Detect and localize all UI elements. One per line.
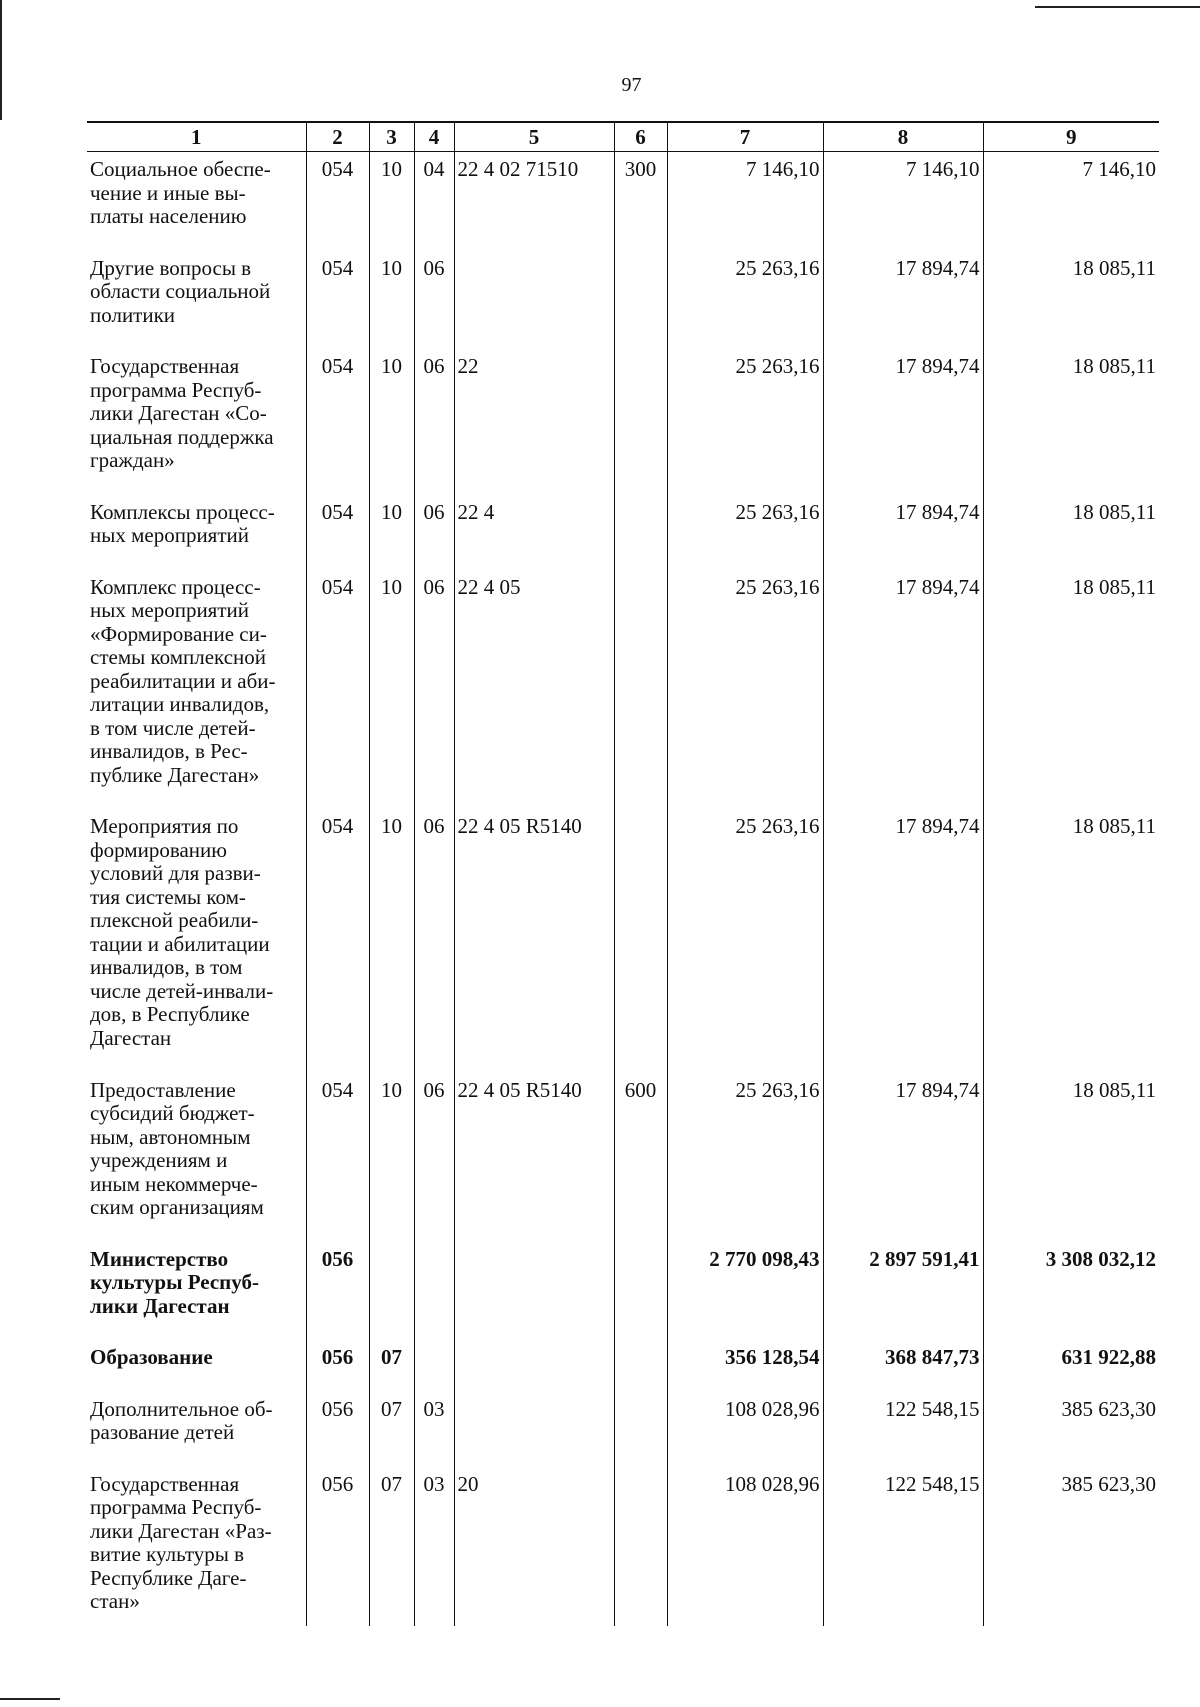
subsection-code: 03 xyxy=(414,1392,454,1467)
amount-col9: 18 085,11 xyxy=(983,809,1159,1072)
section-code: 10 xyxy=(369,1073,414,1242)
amount-col7: 25 263,16 xyxy=(667,251,823,350)
table-row xyxy=(87,152,1159,251)
amount-col9: 631 922,88 xyxy=(983,1340,1159,1392)
target-article-code xyxy=(454,1340,614,1392)
ministry-code: 054 xyxy=(306,251,369,350)
amount-col7: 25 263,16 xyxy=(667,349,823,495)
subsection-code: 03 xyxy=(414,1467,454,1626)
col-header: 4 xyxy=(414,122,454,152)
col-header: 8 xyxy=(823,122,983,152)
amount-col7: 356 128,54 xyxy=(667,1340,823,1392)
subsection-code: 04 xyxy=(414,152,454,251)
top-right-rule xyxy=(1035,6,1200,8)
subsection-code: 06 xyxy=(414,349,454,495)
table-row-ministry xyxy=(87,1242,1159,1341)
row-name: Государственная программа Респуб- лики Дагестан «Со- циальная поддержка граждан» xyxy=(87,349,306,495)
amount-col8: 7 146,10 xyxy=(823,152,983,251)
amount-col7: 7 146,10 xyxy=(667,152,823,251)
amount-col7: 2 770 098,43 xyxy=(667,1242,823,1341)
expense-type-code xyxy=(614,1242,667,1341)
page-number: 97 xyxy=(621,74,642,96)
row-name: Предоставление субсидий бюджет- ным, автономным учреждениям и иным некоммерче- ским организациям xyxy=(87,1073,306,1242)
table-row xyxy=(87,570,1159,810)
budget-table xyxy=(87,121,1159,1626)
row-name: Комплексы процесс- ных мероприятий xyxy=(87,495,306,570)
bottom-left-rule xyxy=(0,1698,60,1700)
table-row xyxy=(87,495,1159,570)
section-code: 10 xyxy=(369,809,414,1072)
amount-col9: 18 085,11 xyxy=(983,495,1159,570)
ministry-code: 054 xyxy=(306,570,369,810)
amount-col8: 17 894,74 xyxy=(823,809,983,1072)
amount-col7: 25 263,16 xyxy=(667,495,823,570)
amount-col9: 18 085,11 xyxy=(983,1073,1159,1242)
target-article-code: 22 4 05 R5140 xyxy=(454,1073,614,1242)
row-name: Образование xyxy=(87,1340,306,1392)
col-header: 7 xyxy=(667,122,823,152)
row-name: Социальное обеспе- чение и иные вы- платы населению xyxy=(87,152,306,251)
table-row xyxy=(87,809,1159,1072)
amount-col8: 2 897 591,41 xyxy=(823,1242,983,1341)
amount-col8: 122 548,15 xyxy=(823,1467,983,1626)
col-header: 5 xyxy=(454,122,614,152)
subsection-code xyxy=(414,1340,454,1392)
ministry-code: 054 xyxy=(306,495,369,570)
section-code: 10 xyxy=(369,152,414,251)
subsection-code: 06 xyxy=(414,251,454,350)
subsection-code xyxy=(414,1242,454,1341)
target-article-code: 20 xyxy=(454,1467,614,1626)
target-article-code xyxy=(454,1242,614,1341)
target-article-code: 22 4 05 xyxy=(454,570,614,810)
table-row xyxy=(87,349,1159,495)
amount-col8: 17 894,74 xyxy=(823,1073,983,1242)
left-edge-rule xyxy=(0,0,2,120)
ministry-code: 054 xyxy=(306,1073,369,1242)
target-article-code: 22 xyxy=(454,349,614,495)
ministry-code: 054 xyxy=(306,152,369,251)
section-code: 10 xyxy=(369,495,414,570)
amount-col9: 385 623,30 xyxy=(983,1467,1159,1626)
amount-col8: 17 894,74 xyxy=(823,349,983,495)
col-header: 2 xyxy=(306,122,369,152)
section-code: 10 xyxy=(369,349,414,495)
amount-col8: 122 548,15 xyxy=(823,1392,983,1467)
row-name: Дополнительное об- разование детей xyxy=(87,1392,306,1467)
row-name: Мероприятия по формированию условий для разви- тия системы ком- плексной реабили- тации и абилитации инвалидов, в том числе детей-инвали- дов, в Республике Дагестан xyxy=(87,809,306,1072)
amount-col9: 385 623,30 xyxy=(983,1392,1159,1467)
amount-col9: 7 146,10 xyxy=(983,152,1159,251)
table-row xyxy=(87,1467,1159,1626)
expense-type-code xyxy=(614,1467,667,1626)
table-row xyxy=(87,1392,1159,1467)
target-article-code: 22 4 xyxy=(454,495,614,570)
target-article-code xyxy=(454,251,614,350)
amount-col9: 18 085,11 xyxy=(983,251,1159,350)
col-header: 9 xyxy=(983,122,1159,152)
amount-col8: 17 894,74 xyxy=(823,570,983,810)
expense-type-code xyxy=(614,349,667,495)
row-name: Комплекс процесс- ных мероприятий «Формирование си- стемы комплексной реабилитации и аби- литации инвалидов, в том числе детей- инвалидов, в Рес- публике Дагестан» xyxy=(87,570,306,810)
section-code: 07 xyxy=(369,1392,414,1467)
amount-col9: 18 085,11 xyxy=(983,349,1159,495)
amount-col9: 18 085,11 xyxy=(983,570,1159,810)
target-article-code: 22 4 05 R5140 xyxy=(454,809,614,1072)
ministry-code: 054 xyxy=(306,349,369,495)
amount-col8: 17 894,74 xyxy=(823,495,983,570)
row-name: Государственная программа Респуб- лики Дагестан «Раз- витие культуры в Республике Даге- стан» xyxy=(87,1467,306,1626)
expense-type-code xyxy=(614,809,667,1072)
section-code: 07 xyxy=(369,1467,414,1626)
expense-type-code xyxy=(614,495,667,570)
expense-type-code: 600 xyxy=(614,1073,667,1242)
amount-col7: 108 028,96 xyxy=(667,1467,823,1626)
amount-col7: 108 028,96 xyxy=(667,1392,823,1467)
col-header: 6 xyxy=(614,122,667,152)
section-code: 07 xyxy=(369,1340,414,1392)
ministry-code: 056 xyxy=(306,1392,369,1467)
ministry-code: 054 xyxy=(306,809,369,1072)
amount-col7: 25 263,16 xyxy=(667,570,823,810)
table-row xyxy=(87,1073,1159,1242)
table-row-section xyxy=(87,1340,1159,1392)
col-header: 3 xyxy=(369,122,414,152)
expense-type-code xyxy=(614,570,667,810)
subsection-code: 06 xyxy=(414,570,454,810)
amount-col7: 25 263,16 xyxy=(667,1073,823,1242)
header-row xyxy=(87,122,1159,152)
section-code: 10 xyxy=(369,251,414,350)
amount-col8: 17 894,74 xyxy=(823,251,983,350)
expense-type-code xyxy=(614,251,667,350)
section-code: 10 xyxy=(369,570,414,810)
expense-type-code: 300 xyxy=(614,152,667,251)
expense-type-code xyxy=(614,1340,667,1392)
row-name: Другие вопросы в области социальной политики xyxy=(87,251,306,350)
ministry-code: 056 xyxy=(306,1467,369,1626)
target-article-code: 22 4 02 71510 xyxy=(454,152,614,251)
ministry-code: 056 xyxy=(306,1340,369,1392)
expense-type-code xyxy=(614,1392,667,1467)
amount-col8: 368 847,73 xyxy=(823,1340,983,1392)
subsection-code: 06 xyxy=(414,1073,454,1242)
target-article-code xyxy=(454,1392,614,1467)
row-name: Министерство культуры Респуб- лики Дагестан xyxy=(87,1242,306,1341)
amount-col9: 3 308 032,12 xyxy=(983,1242,1159,1341)
col-header: 1 xyxy=(87,122,306,152)
subsection-code: 06 xyxy=(414,809,454,1072)
ministry-code: 056 xyxy=(306,1242,369,1341)
subsection-code: 06 xyxy=(414,495,454,570)
table-row xyxy=(87,251,1159,350)
section-code xyxy=(369,1242,414,1341)
amount-col7: 25 263,16 xyxy=(667,809,823,1072)
